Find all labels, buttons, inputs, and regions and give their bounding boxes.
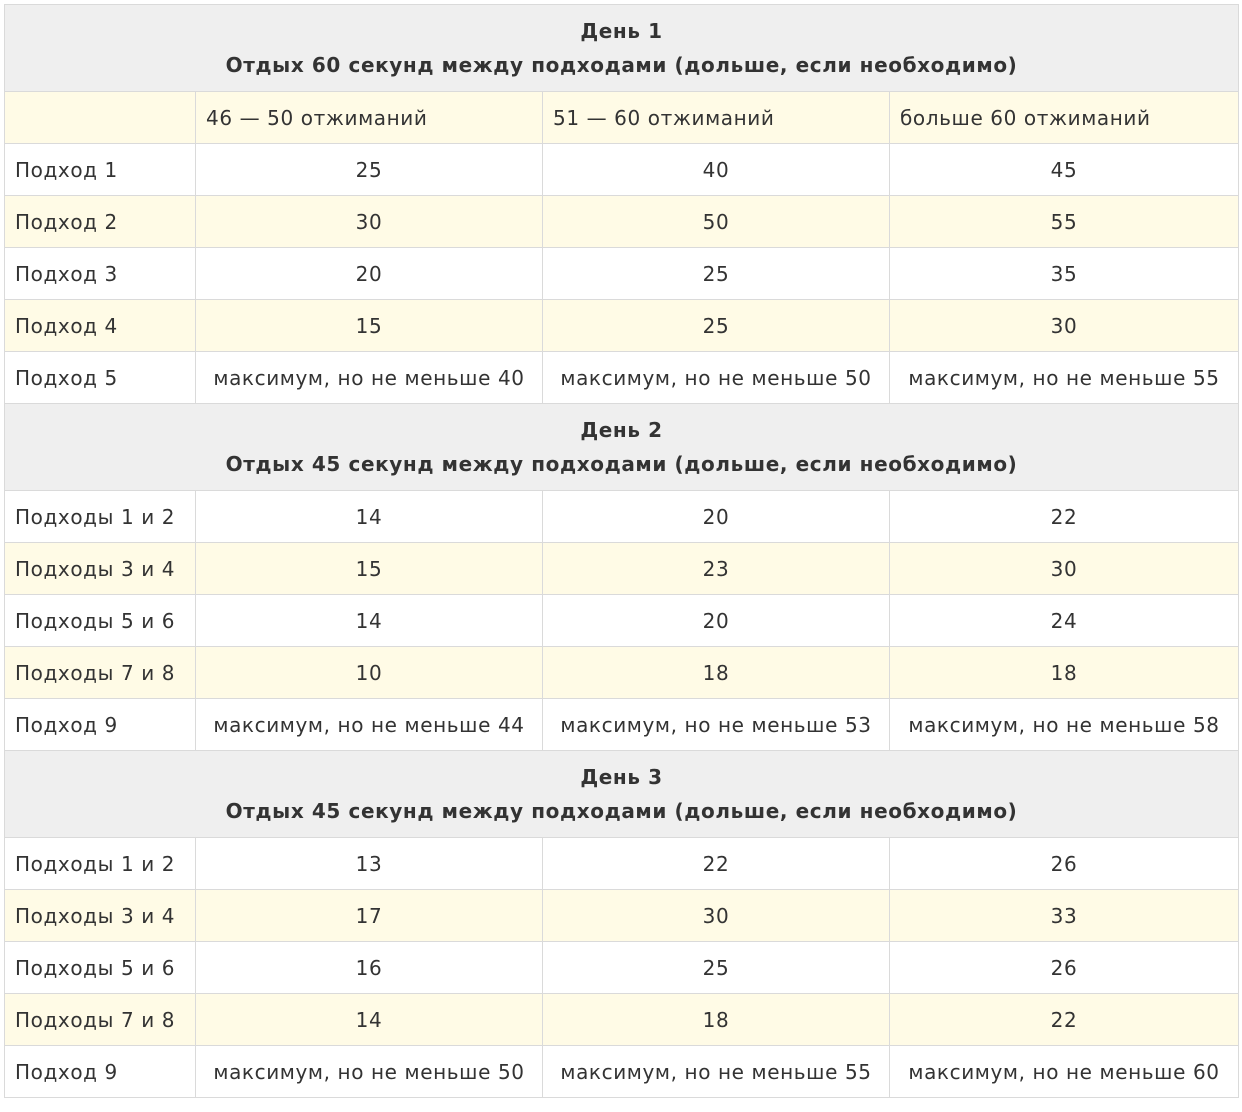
rep-count-cell: максимум, но не меньше 40 bbox=[196, 352, 543, 404]
day-rest-note: Отдых 60 секунд между подходами (дольше, если необходимо) bbox=[225, 53, 1018, 77]
rep-count-cell: 20 bbox=[543, 491, 890, 543]
rep-count-cell: 18 bbox=[890, 647, 1239, 699]
set-label: Подход 4 bbox=[5, 300, 196, 352]
rep-count-cell: 40 bbox=[543, 144, 890, 196]
table-row bbox=[5, 196, 1239, 248]
rep-count-cell: 23 bbox=[543, 543, 890, 595]
rep-count-cell: максимум, но не меньше 50 bbox=[543, 352, 890, 404]
rep-count-cell: максимум, но не меньше 55 bbox=[543, 1046, 890, 1098]
table-row bbox=[5, 1046, 1239, 1098]
rep-count-cell: 24 bbox=[890, 595, 1239, 647]
workout-table bbox=[4, 4, 1239, 1098]
rep-count-cell: 22 bbox=[890, 491, 1239, 543]
set-label: Подход 5 bbox=[5, 352, 196, 404]
rep-count-cell: 35 bbox=[890, 248, 1239, 300]
rep-count-cell: 20 bbox=[543, 595, 890, 647]
day-title: День 2 bbox=[580, 418, 663, 442]
rep-count-cell: 22 bbox=[543, 838, 890, 890]
set-label: Подход 3 bbox=[5, 248, 196, 300]
table-row bbox=[5, 838, 1239, 890]
set-label: Подход 2 bbox=[5, 196, 196, 248]
set-label: Подходы 5 и 6 bbox=[5, 942, 196, 994]
day-header bbox=[5, 751, 1239, 838]
table-row bbox=[5, 942, 1239, 994]
rep-count-cell: 55 bbox=[890, 196, 1239, 248]
rep-count-cell: 30 bbox=[890, 543, 1239, 595]
rep-count-cell: максимум, но не меньше 53 bbox=[543, 699, 890, 751]
set-label: Подход 9 bbox=[5, 699, 196, 751]
rep-count-cell: 25 bbox=[543, 300, 890, 352]
rep-count-cell: 25 bbox=[543, 942, 890, 994]
set-label: Подходы 3 и 4 bbox=[5, 890, 196, 942]
day-header-row bbox=[5, 5, 1239, 92]
day-header bbox=[5, 404, 1239, 491]
rep-count-cell: 25 bbox=[543, 248, 890, 300]
rep-count-cell: максимум, но не меньше 55 bbox=[890, 352, 1239, 404]
column-header-row bbox=[5, 92, 1239, 144]
rep-count-cell: 18 bbox=[543, 994, 890, 1046]
column-header: 46 — 50 отжиманий bbox=[196, 92, 543, 144]
day-header bbox=[5, 5, 1239, 92]
rep-count-cell: максимум, но не меньше 50 bbox=[196, 1046, 543, 1098]
table-row bbox=[5, 890, 1239, 942]
day-title: День 3 bbox=[580, 765, 663, 789]
table-row bbox=[5, 543, 1239, 595]
rep-count-cell: максимум, но не меньше 60 bbox=[890, 1046, 1239, 1098]
rep-count-cell: 14 bbox=[196, 491, 543, 543]
rep-count-cell: 16 bbox=[196, 942, 543, 994]
rep-count-cell: 30 bbox=[890, 300, 1239, 352]
table-row bbox=[5, 699, 1239, 751]
rep-count-cell: 14 bbox=[196, 595, 543, 647]
table-row bbox=[5, 994, 1239, 1046]
rep-count-cell: 33 bbox=[890, 890, 1239, 942]
table-row bbox=[5, 595, 1239, 647]
set-label: Подход 9 bbox=[5, 1046, 196, 1098]
set-label: Подходы 3 и 4 bbox=[5, 543, 196, 595]
workout-table-container bbox=[4, 4, 1238, 1098]
day-header-row bbox=[5, 751, 1239, 838]
table-row bbox=[5, 491, 1239, 543]
set-label: Подходы 5 и 6 bbox=[5, 595, 196, 647]
day-rest-note: Отдых 45 секунд между подходами (дольше, если необходимо) bbox=[225, 799, 1018, 823]
rep-count-cell: максимум, но не меньше 44 bbox=[196, 699, 543, 751]
rep-count-cell: 30 bbox=[543, 890, 890, 942]
rep-count-cell: 26 bbox=[890, 942, 1239, 994]
day-header-row bbox=[5, 404, 1239, 491]
set-label: Подходы 7 и 8 bbox=[5, 994, 196, 1046]
rep-count-cell: 50 bbox=[543, 196, 890, 248]
rep-count-cell: 18 bbox=[543, 647, 890, 699]
column-header: 51 — 60 отжиманий bbox=[543, 92, 890, 144]
rep-count-cell: 30 bbox=[196, 196, 543, 248]
rep-count-cell: 10 bbox=[196, 647, 543, 699]
rep-count-cell: 15 bbox=[196, 543, 543, 595]
rep-count-cell: 15 bbox=[196, 300, 543, 352]
set-label: Подход 1 bbox=[5, 144, 196, 196]
rep-count-cell: 26 bbox=[890, 838, 1239, 890]
workout-table-body bbox=[5, 5, 1239, 1098]
table-row bbox=[5, 647, 1239, 699]
rep-count-cell: максимум, но не меньше 58 bbox=[890, 699, 1239, 751]
rep-count-cell: 20 bbox=[196, 248, 543, 300]
table-row bbox=[5, 300, 1239, 352]
table-row bbox=[5, 144, 1239, 196]
day-title: День 1 bbox=[580, 19, 663, 43]
rep-count-cell: 25 bbox=[196, 144, 543, 196]
column-header bbox=[5, 92, 196, 144]
set-label: Подходы 1 и 2 bbox=[5, 838, 196, 890]
rep-count-cell: 17 bbox=[196, 890, 543, 942]
rep-count-cell: 13 bbox=[196, 838, 543, 890]
set-label: Подходы 7 и 8 bbox=[5, 647, 196, 699]
table-row bbox=[5, 248, 1239, 300]
column-header: больше 60 отжиманий bbox=[890, 92, 1239, 144]
table-row bbox=[5, 352, 1239, 404]
rep-count-cell: 45 bbox=[890, 144, 1239, 196]
set-label: Подходы 1 и 2 bbox=[5, 491, 196, 543]
rep-count-cell: 22 bbox=[890, 994, 1239, 1046]
rep-count-cell: 14 bbox=[196, 994, 543, 1046]
day-rest-note: Отдых 45 секунд между подходами (дольше, если необходимо) bbox=[225, 452, 1018, 476]
